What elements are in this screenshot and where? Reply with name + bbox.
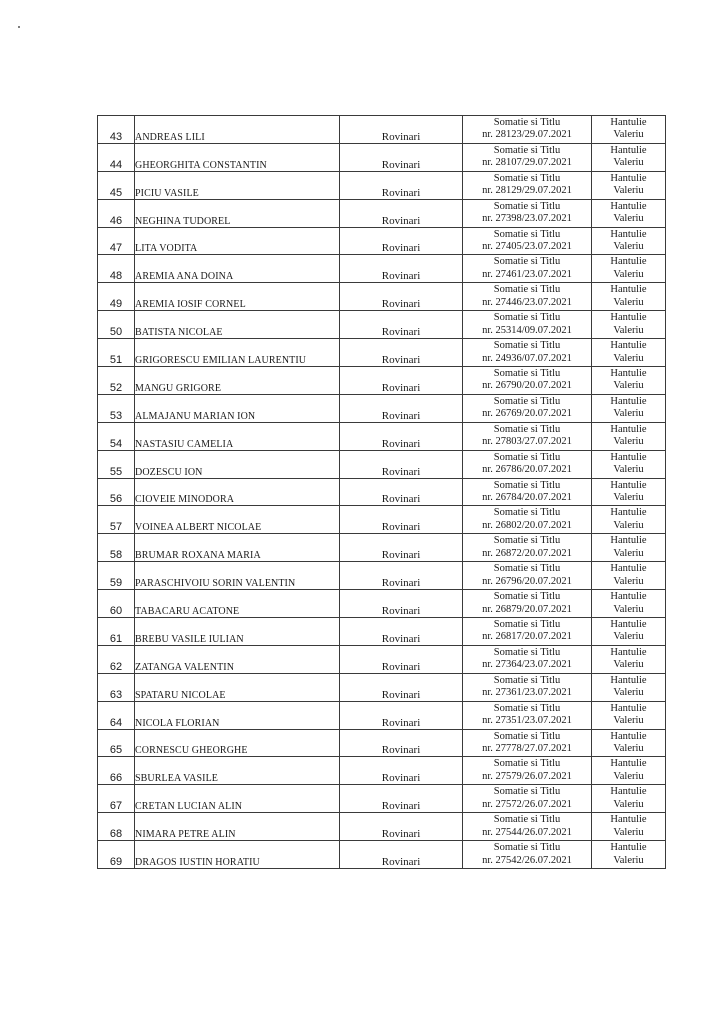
executor bbox=[592, 450, 666, 478]
executor-surname: Hantulie bbox=[610, 814, 647, 826]
executor-firstname: Valeriu bbox=[613, 464, 644, 476]
executor-firstname: Valeriu bbox=[613, 770, 644, 782]
executor-surname: Hantulie bbox=[610, 423, 647, 435]
document-number-date: nr. 28107/29.07.2021 bbox=[482, 157, 572, 169]
locality: Rovinari bbox=[340, 394, 463, 422]
executor bbox=[592, 422, 666, 450]
executor bbox=[592, 367, 666, 395]
table-row bbox=[98, 311, 666, 339]
row-number: 51 bbox=[98, 339, 135, 367]
document-type: Somatie si Titlu bbox=[493, 116, 561, 128]
table-row bbox=[98, 618, 666, 646]
locality: Rovinari bbox=[340, 506, 463, 534]
executor-firstname: Valeriu bbox=[613, 296, 644, 308]
executor-surname: Hantulie bbox=[610, 535, 647, 547]
document-reference bbox=[463, 841, 592, 869]
table-row bbox=[98, 227, 666, 255]
executor bbox=[592, 199, 666, 227]
document-type: Somatie si Titlu bbox=[493, 312, 561, 324]
row-number: 55 bbox=[98, 450, 135, 478]
executor-surname: Hantulie bbox=[610, 395, 647, 407]
executor-firstname: Valeriu bbox=[613, 157, 644, 169]
document-number-date: nr. 27364/23.07.2021 bbox=[482, 659, 572, 671]
debtor-name: ALMAJANU MARIAN ION bbox=[135, 394, 340, 422]
executor bbox=[592, 283, 666, 311]
document-reference bbox=[463, 813, 592, 841]
locality: Rovinari bbox=[340, 116, 463, 144]
document-type: Somatie si Titlu bbox=[493, 563, 561, 575]
document-type: Somatie si Titlu bbox=[493, 423, 561, 435]
table-row bbox=[98, 729, 666, 757]
executor-firstname: Valeriu bbox=[613, 715, 644, 727]
locality: Rovinari bbox=[340, 701, 463, 729]
executor-firstname: Valeriu bbox=[613, 798, 644, 810]
document-reference bbox=[463, 171, 592, 199]
document-type: Somatie si Titlu bbox=[493, 730, 561, 742]
document-reference bbox=[463, 645, 592, 673]
table-row bbox=[98, 562, 666, 590]
row-number: 52 bbox=[98, 367, 135, 395]
locality: Rovinari bbox=[340, 590, 463, 618]
locality: Rovinari bbox=[340, 729, 463, 757]
table-row bbox=[98, 506, 666, 534]
debtor-name: DOZESCU ION bbox=[135, 450, 340, 478]
executor-firstname: Valeriu bbox=[613, 743, 644, 755]
executor bbox=[592, 171, 666, 199]
locality: Rovinari bbox=[340, 422, 463, 450]
executor-firstname: Valeriu bbox=[613, 492, 644, 504]
row-number: 54 bbox=[98, 422, 135, 450]
debtor-name: GHEORGHITA CONSTANTIN bbox=[135, 143, 340, 171]
executor-surname: Hantulie bbox=[610, 591, 647, 603]
executor bbox=[592, 339, 666, 367]
document-reference bbox=[463, 227, 592, 255]
executor-surname: Hantulie bbox=[610, 284, 647, 296]
row-number: 61 bbox=[98, 618, 135, 646]
executor bbox=[592, 757, 666, 785]
document-type: Somatie si Titlu bbox=[493, 674, 561, 686]
debtor-name: GRIGORESCU EMILIAN LAURENTIU bbox=[135, 339, 340, 367]
document-type: Somatie si Titlu bbox=[493, 814, 561, 826]
executor bbox=[592, 701, 666, 729]
executor bbox=[592, 785, 666, 813]
executor bbox=[592, 311, 666, 339]
document-reference bbox=[463, 199, 592, 227]
executor-firstname: Valeriu bbox=[613, 575, 644, 587]
document-number-date: nr. 27542/26.07.2021 bbox=[482, 854, 572, 866]
document-number-date: nr. 26796/20.07.2021 bbox=[482, 575, 572, 587]
debtor-name: PICIU VASILE bbox=[135, 171, 340, 199]
document-reference bbox=[463, 311, 592, 339]
executor bbox=[592, 506, 666, 534]
document-number-date: nr. 27446/23.07.2021 bbox=[482, 296, 572, 308]
document-number-date: nr. 25314/09.07.2021 bbox=[482, 324, 572, 336]
executor-firstname: Valeriu bbox=[613, 659, 644, 671]
locality: Rovinari bbox=[340, 841, 463, 869]
debtor-name: NICOLA FLORIAN bbox=[135, 701, 340, 729]
document-number-date: nr. 27572/26.07.2021 bbox=[482, 798, 572, 810]
document-reference bbox=[463, 785, 592, 813]
row-number: 46 bbox=[98, 199, 135, 227]
document-reference bbox=[463, 673, 592, 701]
document-reference bbox=[463, 143, 592, 171]
document-number-date: nr. 27361/23.07.2021 bbox=[482, 687, 572, 699]
row-number: 44 bbox=[98, 143, 135, 171]
document-reference bbox=[463, 367, 592, 395]
locality: Rovinari bbox=[340, 255, 463, 283]
table-row bbox=[98, 478, 666, 506]
locality: Rovinari bbox=[340, 339, 463, 367]
debtor-name: PARASCHIVOIU SORIN VALENTIN bbox=[135, 562, 340, 590]
executor-surname: Hantulie bbox=[610, 172, 647, 184]
locality: Rovinari bbox=[340, 283, 463, 311]
document-type: Somatie si Titlu bbox=[493, 340, 561, 352]
executor-surname: Hantulie bbox=[610, 563, 647, 575]
table-row bbox=[98, 757, 666, 785]
document-reference bbox=[463, 116, 592, 144]
executor-firstname: Valeriu bbox=[613, 436, 644, 448]
row-number: 69 bbox=[98, 841, 135, 869]
executor-surname: Hantulie bbox=[610, 116, 647, 128]
document-type: Somatie si Titlu bbox=[493, 786, 561, 798]
executor bbox=[592, 673, 666, 701]
debtor-name: NASTASIU CAMELIA bbox=[135, 422, 340, 450]
table-row bbox=[98, 199, 666, 227]
row-number: 47 bbox=[98, 227, 135, 255]
executor bbox=[592, 618, 666, 646]
debtor-name: ZATANGA VALENTIN bbox=[135, 645, 340, 673]
executor-surname: Hantulie bbox=[610, 786, 647, 798]
row-number: 60 bbox=[98, 590, 135, 618]
executor-firstname: Valeriu bbox=[613, 185, 644, 197]
debtor-name: CIOVEIE MINODORA bbox=[135, 478, 340, 506]
locality: Rovinari bbox=[340, 813, 463, 841]
locality: Rovinari bbox=[340, 618, 463, 646]
table-row bbox=[98, 171, 666, 199]
document-reference bbox=[463, 701, 592, 729]
executor-surname: Hantulie bbox=[610, 507, 647, 519]
locality: Rovinari bbox=[340, 199, 463, 227]
executor-surname: Hantulie bbox=[610, 451, 647, 463]
table-row bbox=[98, 701, 666, 729]
executor-firstname: Valeriu bbox=[613, 380, 644, 392]
table-row bbox=[98, 841, 666, 869]
row-number: 49 bbox=[98, 283, 135, 311]
row-number: 65 bbox=[98, 729, 135, 757]
debtor-name: BRUMAR ROXANA MARIA bbox=[135, 534, 340, 562]
row-number: 58 bbox=[98, 534, 135, 562]
document-reference bbox=[463, 478, 592, 506]
table-row bbox=[98, 255, 666, 283]
document-reference bbox=[463, 757, 592, 785]
document-type: Somatie si Titlu bbox=[493, 367, 561, 379]
document-number-date: nr. 26769/20.07.2021 bbox=[482, 408, 572, 420]
locality: Rovinari bbox=[340, 757, 463, 785]
table-row bbox=[98, 645, 666, 673]
row-number: 64 bbox=[98, 701, 135, 729]
table-row bbox=[98, 116, 666, 144]
table-row bbox=[98, 422, 666, 450]
table-row bbox=[98, 450, 666, 478]
table-row bbox=[98, 283, 666, 311]
executor-surname: Hantulie bbox=[610, 618, 647, 630]
executor-firstname: Valeriu bbox=[613, 129, 644, 141]
locality: Rovinari bbox=[340, 450, 463, 478]
locality: Rovinari bbox=[340, 311, 463, 339]
executor-firstname: Valeriu bbox=[613, 547, 644, 559]
document-reference bbox=[463, 506, 592, 534]
document-type: Somatie si Titlu bbox=[493, 228, 561, 240]
row-number: 56 bbox=[98, 478, 135, 506]
debtor-name: AREMIA ANA DOINA bbox=[135, 255, 340, 283]
debtor-name: CRETAN LUCIAN ALIN bbox=[135, 785, 340, 813]
executor-surname: Hantulie bbox=[610, 758, 647, 770]
executor bbox=[592, 394, 666, 422]
executor-surname: Hantulie bbox=[610, 367, 647, 379]
document-type: Somatie si Titlu bbox=[493, 479, 561, 491]
table-row bbox=[98, 673, 666, 701]
executor bbox=[592, 478, 666, 506]
executor-firstname: Valeriu bbox=[613, 213, 644, 225]
document-reference bbox=[463, 562, 592, 590]
debtor-name: MANGU GRIGORE bbox=[135, 367, 340, 395]
executor-firstname: Valeriu bbox=[613, 241, 644, 252]
executor-firstname: Valeriu bbox=[613, 408, 644, 420]
document-reference bbox=[463, 422, 592, 450]
table-row bbox=[98, 394, 666, 422]
row-number: 50 bbox=[98, 311, 135, 339]
row-number: 66 bbox=[98, 757, 135, 785]
row-number: 68 bbox=[98, 813, 135, 841]
executor-firstname: Valeriu bbox=[613, 687, 644, 699]
document-reference bbox=[463, 283, 592, 311]
row-number: 57 bbox=[98, 506, 135, 534]
document-type: Somatie si Titlu bbox=[493, 200, 561, 212]
locality: Rovinari bbox=[340, 562, 463, 590]
document-number-date: nr. 27351/23.07.2021 bbox=[482, 715, 572, 727]
executor-firstname: Valeriu bbox=[613, 826, 644, 838]
executor-firstname: Valeriu bbox=[613, 854, 644, 866]
executor-firstname: Valeriu bbox=[613, 631, 644, 643]
executor-surname: Hantulie bbox=[610, 646, 647, 658]
document-number-date: nr. 27778/27.07.2021 bbox=[482, 743, 572, 755]
document-type: Somatie si Titlu bbox=[493, 451, 561, 463]
table-row bbox=[98, 785, 666, 813]
executor-surname: Hantulie bbox=[610, 674, 647, 686]
table-row bbox=[98, 534, 666, 562]
executor-firstname: Valeriu bbox=[613, 519, 644, 531]
executor bbox=[592, 534, 666, 562]
row-number: 62 bbox=[98, 645, 135, 673]
document-reference bbox=[463, 339, 592, 367]
executor bbox=[592, 813, 666, 841]
executor-surname: Hantulie bbox=[610, 842, 647, 854]
document-reference bbox=[463, 255, 592, 283]
document-type: Somatie si Titlu bbox=[493, 507, 561, 519]
document-number-date: nr. 26790/20.07.2021 bbox=[482, 380, 572, 392]
debtor-name: NEGHINA TUDOREL bbox=[135, 199, 340, 227]
executor bbox=[592, 255, 666, 283]
debtor-name: VOINEA ALBERT NICOLAE bbox=[135, 506, 340, 534]
executor bbox=[592, 227, 666, 255]
debtor-name: CORNESCU GHEORGHE bbox=[135, 729, 340, 757]
document-reference bbox=[463, 590, 592, 618]
executor-surname: Hantulie bbox=[610, 340, 647, 352]
document-number-date: nr. 26817/20.07.2021 bbox=[482, 631, 572, 643]
executor-surname: Hantulie bbox=[610, 256, 647, 268]
document-reference bbox=[463, 534, 592, 562]
document-number-date: nr. 26786/20.07.2021 bbox=[482, 464, 572, 476]
executor bbox=[592, 590, 666, 618]
row-number: 53 bbox=[98, 394, 135, 422]
row-number: 43 bbox=[98, 116, 135, 144]
document-type: Somatie si Titlu bbox=[493, 842, 561, 854]
executor-surname: Hantulie bbox=[610, 730, 647, 742]
executor-surname: Hantulie bbox=[610, 144, 647, 156]
debtor-name: LITA VODITA bbox=[135, 227, 340, 255]
locality: Rovinari bbox=[340, 534, 463, 562]
debtor-name: BREBU VASILE IULIAN bbox=[135, 618, 340, 646]
scan-speck bbox=[18, 26, 20, 28]
executor-firstname: Valeriu bbox=[613, 352, 644, 364]
debtor-name: SBURLEA VASILE bbox=[135, 757, 340, 785]
debtors-table-body bbox=[98, 116, 666, 869]
executor-surname: Hantulie bbox=[610, 312, 647, 324]
document-type: Somatie si Titlu bbox=[493, 618, 561, 630]
locality: Rovinari bbox=[340, 645, 463, 673]
document-number-date: nr. 24936/07.07.2021 bbox=[482, 352, 572, 364]
document-type: Somatie si Titlu bbox=[493, 535, 561, 547]
executor bbox=[592, 562, 666, 590]
row-number: 48 bbox=[98, 255, 135, 283]
table-row bbox=[98, 143, 666, 171]
table-row bbox=[98, 813, 666, 841]
locality: Rovinari bbox=[340, 478, 463, 506]
document-number-date: nr. 26784/20.07.2021 bbox=[482, 492, 572, 504]
executor bbox=[592, 645, 666, 673]
table-row bbox=[98, 590, 666, 618]
document-type: Somatie si Titlu bbox=[493, 144, 561, 156]
document-number-date: nr. 26879/20.07.2021 bbox=[482, 603, 572, 615]
row-number: 45 bbox=[98, 171, 135, 199]
document-reference bbox=[463, 618, 592, 646]
document-type: Somatie si Titlu bbox=[493, 646, 561, 658]
debtor-name: DRAGOS IUSTIN HORATIU bbox=[135, 841, 340, 869]
document-number-date: nr. 27544/26.07.2021 bbox=[482, 826, 572, 838]
executor-firstname: Valeriu bbox=[613, 603, 644, 615]
locality: Rovinari bbox=[340, 171, 463, 199]
debtor-name: AREMIA IOSIF CORNEL bbox=[135, 283, 340, 311]
debtors-table bbox=[97, 115, 666, 869]
document-reference bbox=[463, 450, 592, 478]
document-reference bbox=[463, 394, 592, 422]
document-type: Somatie si Titlu bbox=[493, 702, 561, 714]
executor bbox=[592, 116, 666, 144]
row-number: 67 bbox=[98, 785, 135, 813]
executor bbox=[592, 841, 666, 869]
locality: Rovinari bbox=[340, 227, 463, 255]
executor bbox=[592, 729, 666, 757]
table-row bbox=[98, 367, 666, 395]
document-reference bbox=[463, 729, 592, 757]
row-number: 59 bbox=[98, 562, 135, 590]
executor bbox=[592, 143, 666, 171]
document-number-date: nr. 26872/20.07.2021 bbox=[482, 547, 572, 559]
document-number-date: nr. 26802/20.07.2021 bbox=[482, 519, 572, 531]
locality: Rovinari bbox=[340, 143, 463, 171]
document-number-date: nr. 27579/26.07.2021 bbox=[482, 770, 572, 782]
executor-firstname: Valeriu bbox=[613, 324, 644, 336]
document-type: Somatie si Titlu bbox=[493, 284, 561, 296]
document-number-date: nr. 27405/23.07.2021 bbox=[482, 241, 572, 252]
debtor-name: SPATARU NICOLAE bbox=[135, 673, 340, 701]
locality: Rovinari bbox=[340, 785, 463, 813]
executor-surname: Hantulie bbox=[610, 200, 647, 212]
table-row bbox=[98, 339, 666, 367]
document-number-date: nr. 27398/23.07.2021 bbox=[482, 213, 572, 225]
debtor-name: NIMARA PETRE ALIN bbox=[135, 813, 340, 841]
debtor-name: ANDREAS LILI bbox=[135, 116, 340, 144]
document-number-date: nr. 28129/29.07.2021 bbox=[482, 185, 572, 197]
document-number-date: nr. 28123/29.07.2021 bbox=[482, 129, 572, 141]
executor-surname: Hantulie bbox=[610, 479, 647, 491]
document-number-date: nr. 27803/27.07.2021 bbox=[482, 436, 572, 448]
row-number: 63 bbox=[98, 673, 135, 701]
document-type: Somatie si Titlu bbox=[493, 591, 561, 603]
locality: Rovinari bbox=[340, 673, 463, 701]
executor-surname: Hantulie bbox=[610, 228, 647, 240]
document-type: Somatie si Titlu bbox=[493, 758, 561, 770]
executor-surname: Hantulie bbox=[610, 702, 647, 714]
debtor-name: BATISTA NICOLAE bbox=[135, 311, 340, 339]
executor-firstname: Valeriu bbox=[613, 268, 644, 280]
document-type: Somatie si Titlu bbox=[493, 256, 561, 268]
debtor-name: TABACARU ACATONE bbox=[135, 590, 340, 618]
document-type: Somatie si Titlu bbox=[493, 395, 561, 407]
document-number-date: nr. 27461/23.07.2021 bbox=[482, 268, 572, 280]
locality: Rovinari bbox=[340, 367, 463, 395]
document-type: Somatie si Titlu bbox=[493, 172, 561, 184]
